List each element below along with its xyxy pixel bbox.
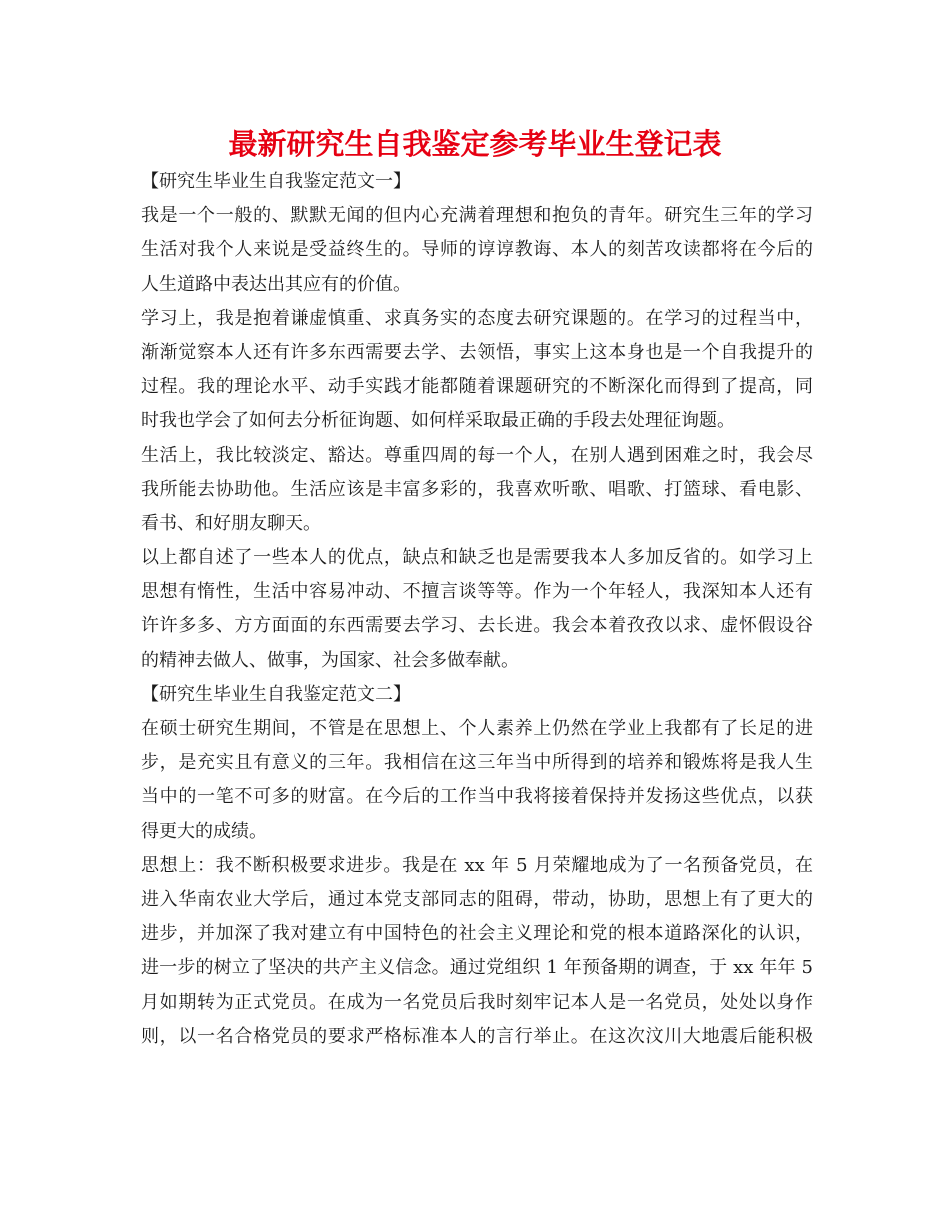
- paragraph-line: 得更大的成绩。: [141, 820, 267, 842]
- paragraph-line: 时我也学会了如何去分析征询题、如何样采取最正确的手段去处理征询题。: [141, 410, 735, 432]
- document-title: 最新研究生自我鉴定参考毕业生登记表: [228, 127, 722, 161]
- paragraph-line: 我是一个一般的、默默无闻的但内心充满着理想和抱负的青年。研究生三年的学习: [141, 205, 813, 227]
- paragraph-line: 步，是充实且有意义的三年。我相信在这三年当中所得到的培养和锻炼将是我人生: [141, 752, 813, 774]
- paragraph-line: 以上都自述了一些本人的优点，缺点和缺乏也是需要我本人多加反省的。如学习上: [141, 547, 813, 569]
- section-heading: 【研究生毕业生自我鉴定范文一】: [141, 171, 411, 192]
- paragraph-line: 则，以一名合格党员的要求严格标准本人的言行举止。在这次汶川大地震后能积极: [141, 1025, 813, 1047]
- paragraph-line: 生活对我个人来说是受益终生的。导师的谆谆教诲、本人的刻苦攻读都将在今后的: [141, 239, 813, 261]
- paragraph-line: 许许多多、方方面面的东西需要去学习、去长进。我会本着孜孜以求、虚怀假设谷: [141, 615, 813, 637]
- paragraph-line: 看书、和好朋友聊天。: [141, 512, 321, 534]
- paragraph-line: 当中的一笔不可多的财富。在今后的工作当中我将接着保持并发扬这些优点，以获: [141, 786, 813, 808]
- paragraph-line: 过程。我的理论水平、动手实践才能都随着课题研究的不断深化而得到了提高，同: [141, 376, 813, 398]
- paragraph-line: 进步，并加深了我对建立有中国特色的社会主义理论和党的根本道路深化的认识，: [141, 923, 813, 945]
- paragraph-line: 生活上，我比较淡定、豁达。尊重四周的每一个人，在别人遇到困难之时，我会尽: [141, 444, 813, 466]
- paragraph-line: 思想上：我不断积极要求进步。我是在 xx 年 5 月荣耀地成为了一名预备党员，在: [141, 854, 813, 876]
- document-body: [141, 165, 813, 1054]
- section-heading: 【研究生毕业生自我鉴定范文二】: [141, 683, 411, 705]
- paragraph-line: 的精神去做人、做事，为国家、社会多做奉献。: [141, 649, 519, 671]
- paragraph-line: 渐渐觉察本人还有许多东西需要去学、去领悟，事实上这本身也是一个自我提升的: [141, 341, 813, 363]
- paragraph-line: 我所能去协助他。生活应该是丰富多彩的，我喜欢听歌、唱歌、打篮球、看电影、: [141, 478, 813, 500]
- paragraph-line: 在硕士研究生期间，不管是在思想上、个人素养上仍然在学业上我都有了长足的进: [141, 718, 813, 739]
- paragraph-line: 进入华南农业大学后，通过本党支部同志的阻碍，带动，协助，思想上有了更大的: [141, 888, 813, 910]
- paragraph-line: 人生道路中表达出其应有的价值。: [141, 273, 411, 295]
- paragraph-line: 月如期转为正式党员。在成为一名党员后我时刻牢记本人是一名党员，处处以身作: [141, 991, 813, 1013]
- paragraph-line: 思想有惰性，生活中容易冲动、不擅言谈等等。作为一个年轻人，我深知本人还有: [141, 581, 813, 603]
- paragraph-line: 进一步的树立了坚决的共产主义信念。通过党组织 1 年预备期的调查，于 xx 年年 5: [141, 957, 813, 979]
- paragraph-line: 学习上，我是抱着谦虚慎重、求真务实的态度去研究课题的。在学习的过程当中，: [141, 307, 813, 329]
